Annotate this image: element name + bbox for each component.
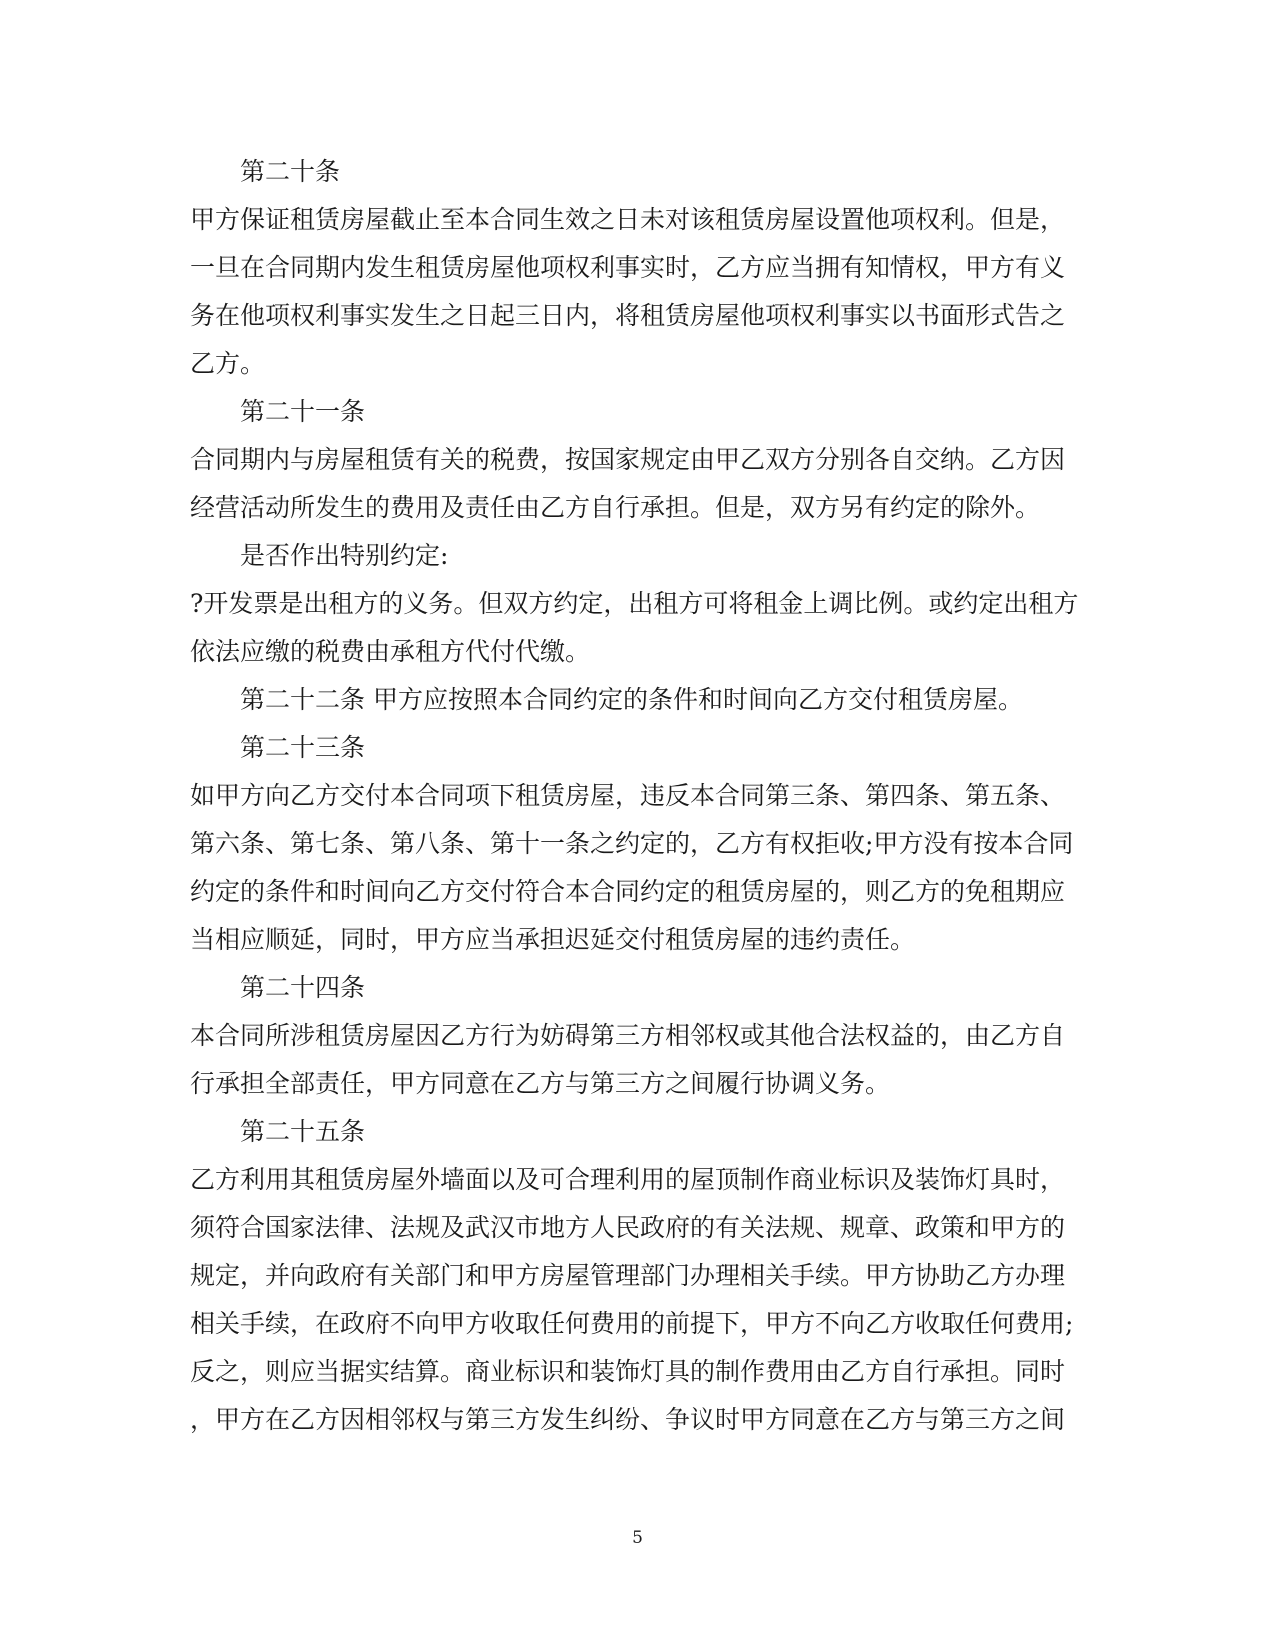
- article-24-heading: 第二十四条: [240, 973, 366, 1002]
- text-line: 第六条、第七条、第八条、第十一条之约定的，乙方有权拒收;甲方没有按本合同: [190, 829, 1074, 858]
- text-line: 反之，则应当据实结算。商业标识和装饰灯具的制作费用由乙方自行承担。同时: [190, 1357, 1066, 1386]
- text-line: 经营活动所发生的费用及责任由乙方自行承担。但是，双方另有约定的除外。: [190, 493, 1041, 522]
- special-agreement-label: 是否作出特别约定:: [240, 541, 449, 570]
- text-line: 规定，并向政府有关部门和甲方房屋管理部门办理相关手续。甲方协助乙方办理: [190, 1261, 1066, 1290]
- text-line: 本合同所涉租赁房屋因乙方行为妨碍第三方相邻权或其他合法权益的，由乙方自: [190, 1021, 1066, 1050]
- text-line: 当相应顺延，同时，甲方应当承担迟延交付租赁房屋的违约责任。: [190, 925, 916, 954]
- article-21-heading: 第二十一条: [240, 397, 366, 426]
- text-line: 乙方。: [190, 349, 266, 378]
- text-line: 如甲方向乙方交付本合同项下租赁房屋，违反本合同第三条、第四条、第五条、: [190, 781, 1066, 810]
- text-line: 相关手续，在政府不向甲方收取任何费用的前提下，甲方不向乙方收取任何费用;: [190, 1309, 1074, 1338]
- text-line: 约定的条件和时间向乙方交付符合本合同约定的租赁房屋的，则乙方的免租期应: [190, 877, 1066, 906]
- text-line: 依法应缴的税费由承租方代付代缴。: [190, 637, 591, 666]
- text-line: 须符合国家法律、法规及武汉市地方人民政府的有关法规、规章、政策和甲方的: [190, 1213, 1066, 1242]
- text-line: 行承担全部责任，甲方同意在乙方与第三方之间履行协调义务。: [190, 1069, 891, 1098]
- article-20-heading: 第二十条: [240, 157, 341, 186]
- document-body: [190, 148, 1079, 1444]
- text-line: ?开发票是出租方的义务。但双方约定，出租方可将租金上调比例。或约定出租方: [190, 589, 1079, 618]
- text-line: 务在他项权利事实发生之日起三日内，将租赁房屋他项权利事实以书面形式告之: [190, 301, 1066, 330]
- text-line: 一旦在合同期内发生租赁房屋他项权利事实时，乙方应当拥有知情权，甲方有义: [190, 253, 1066, 282]
- article-22-text: 第二十二条 甲方应按照本合同约定的条件和时间向乙方交付租赁房屋。: [240, 685, 1023, 714]
- text-line: ，甲方在乙方因相邻权与第三方发生纠纷、争议时甲方同意在乙方与第三方之间: [190, 1405, 1066, 1434]
- article-25-heading: 第二十五条: [240, 1117, 366, 1146]
- page-number: 5: [632, 1528, 643, 1548]
- text-line: 合同期内与房屋租赁有关的税费，按国家规定由甲乙双方分别各自交纳。乙方因: [190, 445, 1066, 474]
- text-line: 乙方利用其租赁房屋外墙面以及可合理利用的屋顶制作商业标识及装饰灯具时，: [190, 1165, 1066, 1194]
- text-line: 甲方保证租赁房屋截止至本合同生效之日未对该租赁房屋设置他项权利。但是，: [190, 205, 1066, 234]
- article-23-heading: 第二十三条: [240, 733, 366, 762]
